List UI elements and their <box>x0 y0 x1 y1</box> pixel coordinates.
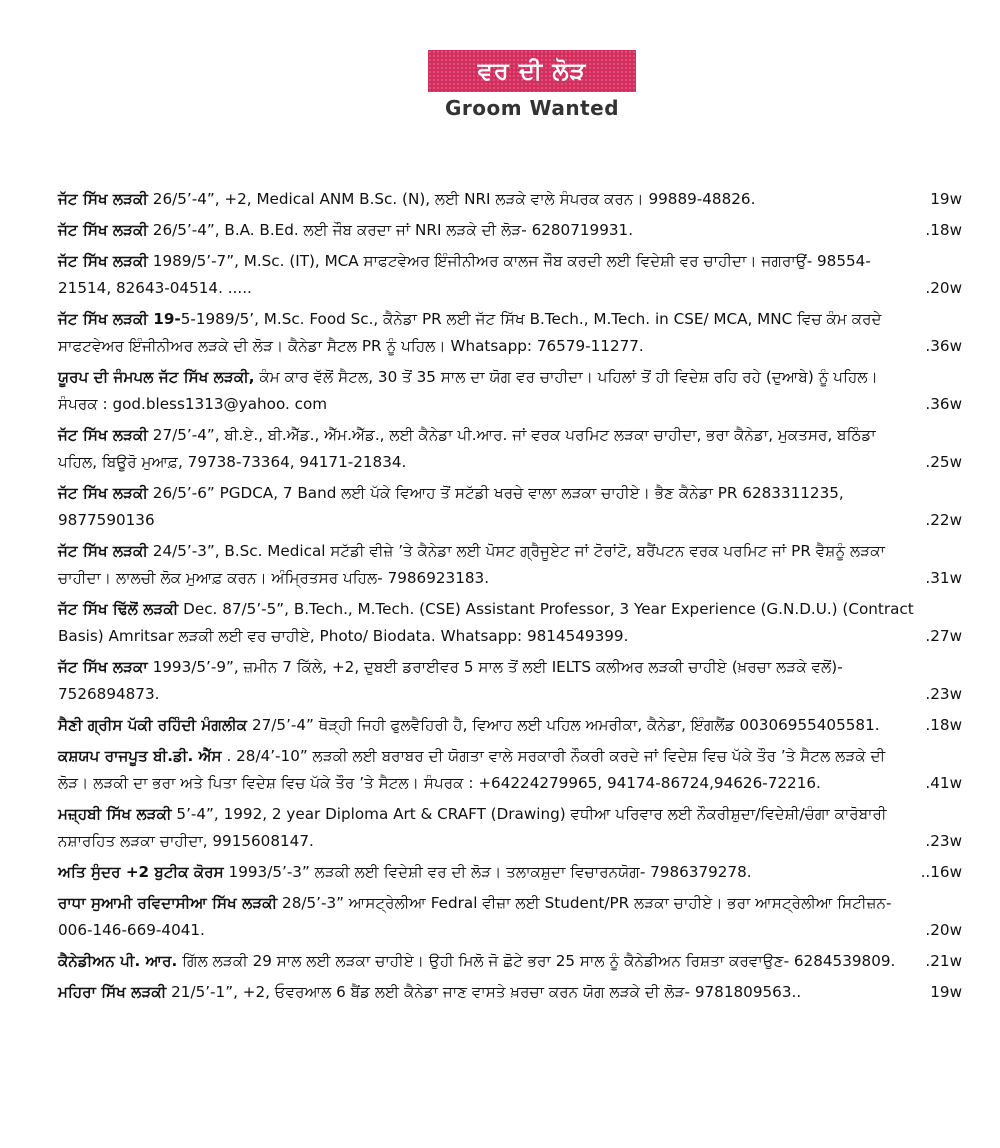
section-header <box>428 50 636 120</box>
ad-lead: ਜੱਟ ਸਿੱਖ ਲੜਕੀ <box>58 190 148 208</box>
ad-lead: ਜੱਟ ਸਿੱਖ ਲੜਕੀ <box>58 221 148 239</box>
ad-text: 27/5’-4”, ਬੀ.ਏ., ਬੀ.ਐੱਡ., ਐੱਮ.ਐੱਡ., ਲਈ ਕੈਨੇਡਾ ਪੀ.ਆਰ. ਜਾਂ ਵਰਕ ਪਰਮਿਟ ਲੜਕਾ ਚਾਹੀਦਾ, ਭਰਾ ਕੈਨੇਡਾ, ਮੁਕਤਸਰ, ਬਠਿੰਡਾ ਪਹਿਲ, ਬਿਊਰੋ ਮੁਆਫ਼, 79738-73364, 94171-21834. <box>58 426 876 471</box>
ad-lead: ਜੱਟ ਸਿੱਖ ਲੜਕੀ <box>58 484 148 502</box>
ad-lead: ਜੱਟ ਸਿੱਖ ਢਿੱਲੋਂ ਲੜਕੀ <box>58 600 179 618</box>
ad-code: .36w <box>925 337 962 355</box>
ad-text: 26/5’-6” PGDCA, 7 Band ਲਈ ਪੱਕੇ ਵਿਆਹ ਤੋਂ ਸਟੱਡੀ ਖਰਚੇ ਵਾਲਾ ਲੜਕਾ ਚਾਹੀਏ। ਭੈਣ ਕੈਨੇਡਾ PR 6283311235, 9877590136 <box>58 484 844 529</box>
ad-text: 26/5’-4”, +2, Medical ANM B.Sc. (N), ਲਈ NRI ਲੜਕੇ ਵਾਲੇ ਸੰਪਰਕ ਕਰਨ। 99889-48826. <box>147 190 756 208</box>
ad-lead: ਜੱਟ ਸਿੱਖ ਲੜਕੀ <box>58 252 148 270</box>
ad-code: .20w <box>925 921 962 939</box>
ad-text: 1989/5’-7”, M.Sc. (IT), MCA ਸਾਫਟਵੇਅਰ ਇੰਜੀਨੀਅਰ ਕਾਲਜ ਜੌਬ ਕਰਦੀ ਲਈ ਵਿਦੇਸ਼ੀ ਵਰ ਚਾਹੀਦਾ। ਜਗਰਾਉਂ- 98554-21514, 82643-04514. ..... <box>58 252 871 297</box>
ad-lead: ਮਜ਼੍ਹਬੀ ਸਿੱਖ ਲੜਕੀ <box>58 805 172 823</box>
ad-text: 1993/5’-9”, ਜ਼ਮੀਨ 7 ਕਿੱਲੇ, +2, ਦੁਬਈ ਡਰਾਈਵਰ 5 ਸਾਲ ਤੋਂ ਲਈ IELTS ਕਲੀਅਰ ਲੜਕੀ ਚਾਹੀਏ (ਖ਼ਰਚਾ ਲੜਕੇ ਵਲੋਂ)- 7526894873. <box>58 658 843 703</box>
classified-ad <box>58 712 962 739</box>
ad-code: .20w <box>925 279 962 297</box>
classified-ad <box>58 743 962 797</box>
ad-text: 26/5’-4”, B.A. B.Ed. ਲਈ ਜੌਬ ਕਰਦਾ ਜਾਂ NRI ਲੜਕੇ ਦੀ ਲੋੜ- 6280719931. <box>147 221 634 239</box>
classified-ad <box>58 979 962 1006</box>
classified-ad <box>58 538 962 592</box>
ad-text: . 28/4’-10” ਲੜਕੀ ਲਈ ਬਰਾਬਰ ਦੀ ਯੋਗਤਾ ਵਾਲੇ ਸਰਕਾਰੀ ਨੌਕਰੀ ਕਰਦੇ ਜਾਂ ਵਿਦੇਸ਼ ਵਿਚ ਪੱਕੇ ਤੌਰ ’ਤੇ ਸੈਟਲ ਲੜਕੇ ਦੀ ਲੋੜ। ਲੜਕੀ ਦਾ ਭਰਾ ਅਤੇ ਪਿਤਾ ਵਿਦੇਸ਼ ਵਿਚ ਪੱਕੇ ਤੌਰ ’ਤੇ ਸੈਟਲ। ਸੰਪਰਕ : +64224279965, 94174-86724,94626-72216. <box>58 747 886 792</box>
classified-ad <box>58 948 962 975</box>
ad-lead: ਜੱਟ ਸਿੱਖ ਲੜਕੀ <box>58 426 148 444</box>
ad-code: .23w <box>925 832 962 850</box>
classified-ad <box>58 480 962 534</box>
ad-text: Dec. 87/5’-5”, B.Tech., M.Tech. (CSE) Assistant Professor, 3 Year Experience (G.N.D.U.) (Contract Basis) Amritsar ਲੜਕੀ ਲਈ ਵਰ ਚਾਹੀਏ, Photo/ Biodata. Whatsapp: 9814549399. <box>58 600 914 645</box>
ad-text: 5’-4”, 1992, 2 year Diploma Art & CRAFT (Drawing) ਵਧੀਆ ਪਰਿਵਾਰ ਲਈ ਨੌਕਰੀਸ਼ੁਦਾ/ਵਿਦੇਸ਼ੀ/ਚੰਗਾ ਕਾਰੋਬਾਰੀ ਨਸ਼ਾਰਹਿਤ ਲੜਕਾ ਚਾਹੀਦਾ, 9915608147. <box>58 805 887 850</box>
ad-text: 28/5’-3” ਆਸਟ੍ਰੇਲੀਆ Fedral ਵੀਜ਼ਾ ਲਈ Student/PR ਲੜਕਾ ਚਾਹੀਏ। ਭਰਾ ਆਸਟ੍ਰੇਲੀਆ ਸਿਟੀਜ਼ਨ- 006-146-669-4041. <box>58 894 892 939</box>
ad-text: 27/5’-4” ਥੋੜ੍ਹੀ ਜਿਹੀ ਫੁਲਵੈਹਿਰੀ ਹੈ, ਵਿਆਹ ਲਈ ਪਹਿਲ ਅਮਰੀਕਾ, ਕੈਨੇਡਾ, ਇੰਗਲੈਂਡ 00306955405581. <box>247 716 880 734</box>
ad-lead: ਸੈਣੀ ਗ੍ਰੀਸ ਪੱਕੀ ਰਹਿੰਦੀ ਮੰਗਲੀਕ <box>58 716 248 734</box>
ad-code: .31w <box>925 569 962 587</box>
ad-lead: ਜੱਟ ਸਿੱਖ ਲੜਕੀ <box>58 542 148 560</box>
header-title: ਵਰ ਦੀ ਲੋੜ <box>477 57 587 85</box>
classified-ad <box>58 306 962 360</box>
ad-code: .18w <box>925 221 962 239</box>
ad-code: .25w <box>925 453 962 471</box>
ad-lead: ਜੱਟ ਸਿੱਖ ਲੜਕਾ <box>58 658 148 676</box>
classified-ads-list <box>58 186 962 1010</box>
ad-lead: ਜੱਟ ਸਿੱਖ ਲੜਕੀ 19- <box>58 310 181 328</box>
classified-ad <box>58 654 962 708</box>
ad-code: .21w <box>925 952 962 970</box>
classified-ad <box>58 186 962 213</box>
ad-text: 24/5’-3”, B.Sc. Medical ਸਟੱਡੀ ਵੀਜ਼ੇ ’ਤੇ ਕੈਨੇਡਾ ਲਈ ਪੋਸਟ ਗ੍ਰੈਜੂਏਟ ਜਾਂ ਟੋਰਾਂਟੋ, ਬਰੈਂਪਟਨ ਵਰਕ ਪਰਮਿਟ ਜਾਂ PR ਵੈਸ਼ਨੂੰ ਲੜਕਾ ਚਾਹੀਦਾ। ਲਾਲਚੀ ਲੋਕ ਮੁਆਫ਼ ਕਰਨ। ਅੰਮ੍ਰਿਤਸਰ ਪਹਿਲ- 7986923183. <box>58 542 885 587</box>
classified-ad <box>58 801 962 855</box>
classified-ad <box>58 422 962 476</box>
ad-code: .22w <box>925 511 962 529</box>
ad-text: ਕੰਮ ਕਾਰ ਵੱਲੋਂ ਸੈਟਲ, 30 ਤੋਂ 35 ਸਾਲ ਦਾ ਯੋਗ ਵਰ ਚਾਹੀਦਾ। ਪਹਿਲਾਂ ਤੋਂ ਹੀ ਵਿਦੇਸ਼ ਰਹਿ ਰਹੇ (ਦੁਆਬੇ) ਨੂੰ ਪਹਿਲ। ਸੰਪਰਕ : god.bless1313@yahoo. com <box>58 368 878 413</box>
header-banner <box>428 50 636 92</box>
classified-ad <box>58 890 962 944</box>
classified-ad <box>58 248 962 302</box>
ad-lead: ਮਹਿਰਾ ਸਿੱਖ ਲੜਕੀ <box>58 983 167 1001</box>
classified-ad <box>58 859 962 886</box>
ad-code: .27w <box>925 627 962 645</box>
ad-code: ..16w <box>920 863 962 881</box>
ad-lead: ਰਾਧਾ ਸੁਆਮੀ ਰਵਿਦਾਸੀਆ ਸਿੱਖ ਲੜਕੀ <box>58 894 278 912</box>
ad-text: 1993/5’-3” ਲੜਕੀ ਲਈ ਵਿਦੇਸ਼ੀ ਵਰ ਦੀ ਲੋੜ। ਤਲਾਕਸ਼ੁਦਾ ਵਿਚਾਰਨਯੋਗ- 7986379278. <box>223 863 752 881</box>
ad-text: 5-1989/5’, M.Sc. Food Sc., ਕੈਨੇਡਾ PR ਲਈ ਜੱਟ ਸਿੱਖ B.Tech., M.Tech. in CSE/ MCA, MNC ਵਿਚ ਕੰਮ ਕਰਦੇ ਸਾਫਟਵੇਅਰ ਇੰਜੀਨੀਅਰ ਲੜਕੇ ਦੀ ਲੋੜ। ਕੈਨੇਡਾ ਸੈਟਲ PR ਨੂੰ ਪਹਿਲ। Whatsapp: 76579-11277. <box>58 310 882 355</box>
classified-ad <box>58 364 962 418</box>
ad-code: .18w <box>925 716 962 734</box>
ad-code: .36w <box>925 395 962 413</box>
ad-text: ਗਿੱਲ ਲੜਕੀ 29 ਸਾਲ ਲਈ ਲੜਕਾ ਚਾਹੀਏ। ਉਹੀ ਮਿਲੋ ਜੋ ਛੋਟੇ ਭਰਾ 25 ਸਾਲ ਨੂੰ ਕੈਨੇਡੀਅਨ ਰਿਸ਼ਤਾ ਕਰਵਾਉਣ- 6284539809. <box>177 952 896 970</box>
ad-lead: ਕਸ਼ਯਪ ਰਾਜਪੂਤ ਬੀ.ਡੀ. ਐੱਸ <box>58 747 222 765</box>
ad-lead: ਕੈਨੇਡੀਅਨ ਪੀ. ਆਰ. <box>58 952 178 970</box>
ad-code: 19w <box>930 190 962 208</box>
classified-ad <box>58 596 962 650</box>
ad-code: 19w <box>930 983 962 1001</box>
header-subtitle: Groom Wanted <box>444 96 620 120</box>
ad-text: 21/5’-1”, +2, ਓਵਰਆਲ 6 ਬੈਂਡ ਲਈ ਕੈਨੇਡਾ ਜਾਣ ਵਾਸਤੇ ਖ਼ਰਚਾ ਕਰਨ ਯੋਗ ਲੜਕੇ ਦੀ ਲੋੜ- 9781809563.. <box>166 983 802 1001</box>
ad-code: .41w <box>925 774 962 792</box>
classified-ad <box>58 217 962 244</box>
ad-code: .23w <box>925 685 962 703</box>
ad-lead: ਅਤਿ ਸੁੰਦਰ +2 ਬੁਟੀਕ ਕੋਰਸ <box>58 863 224 881</box>
ad-lead: ਯੂਰਪ ਦੀ ਜੰਮਪਲ ਜੱਟ ਸਿੱਖ ਲੜਕੀ, <box>58 368 255 386</box>
